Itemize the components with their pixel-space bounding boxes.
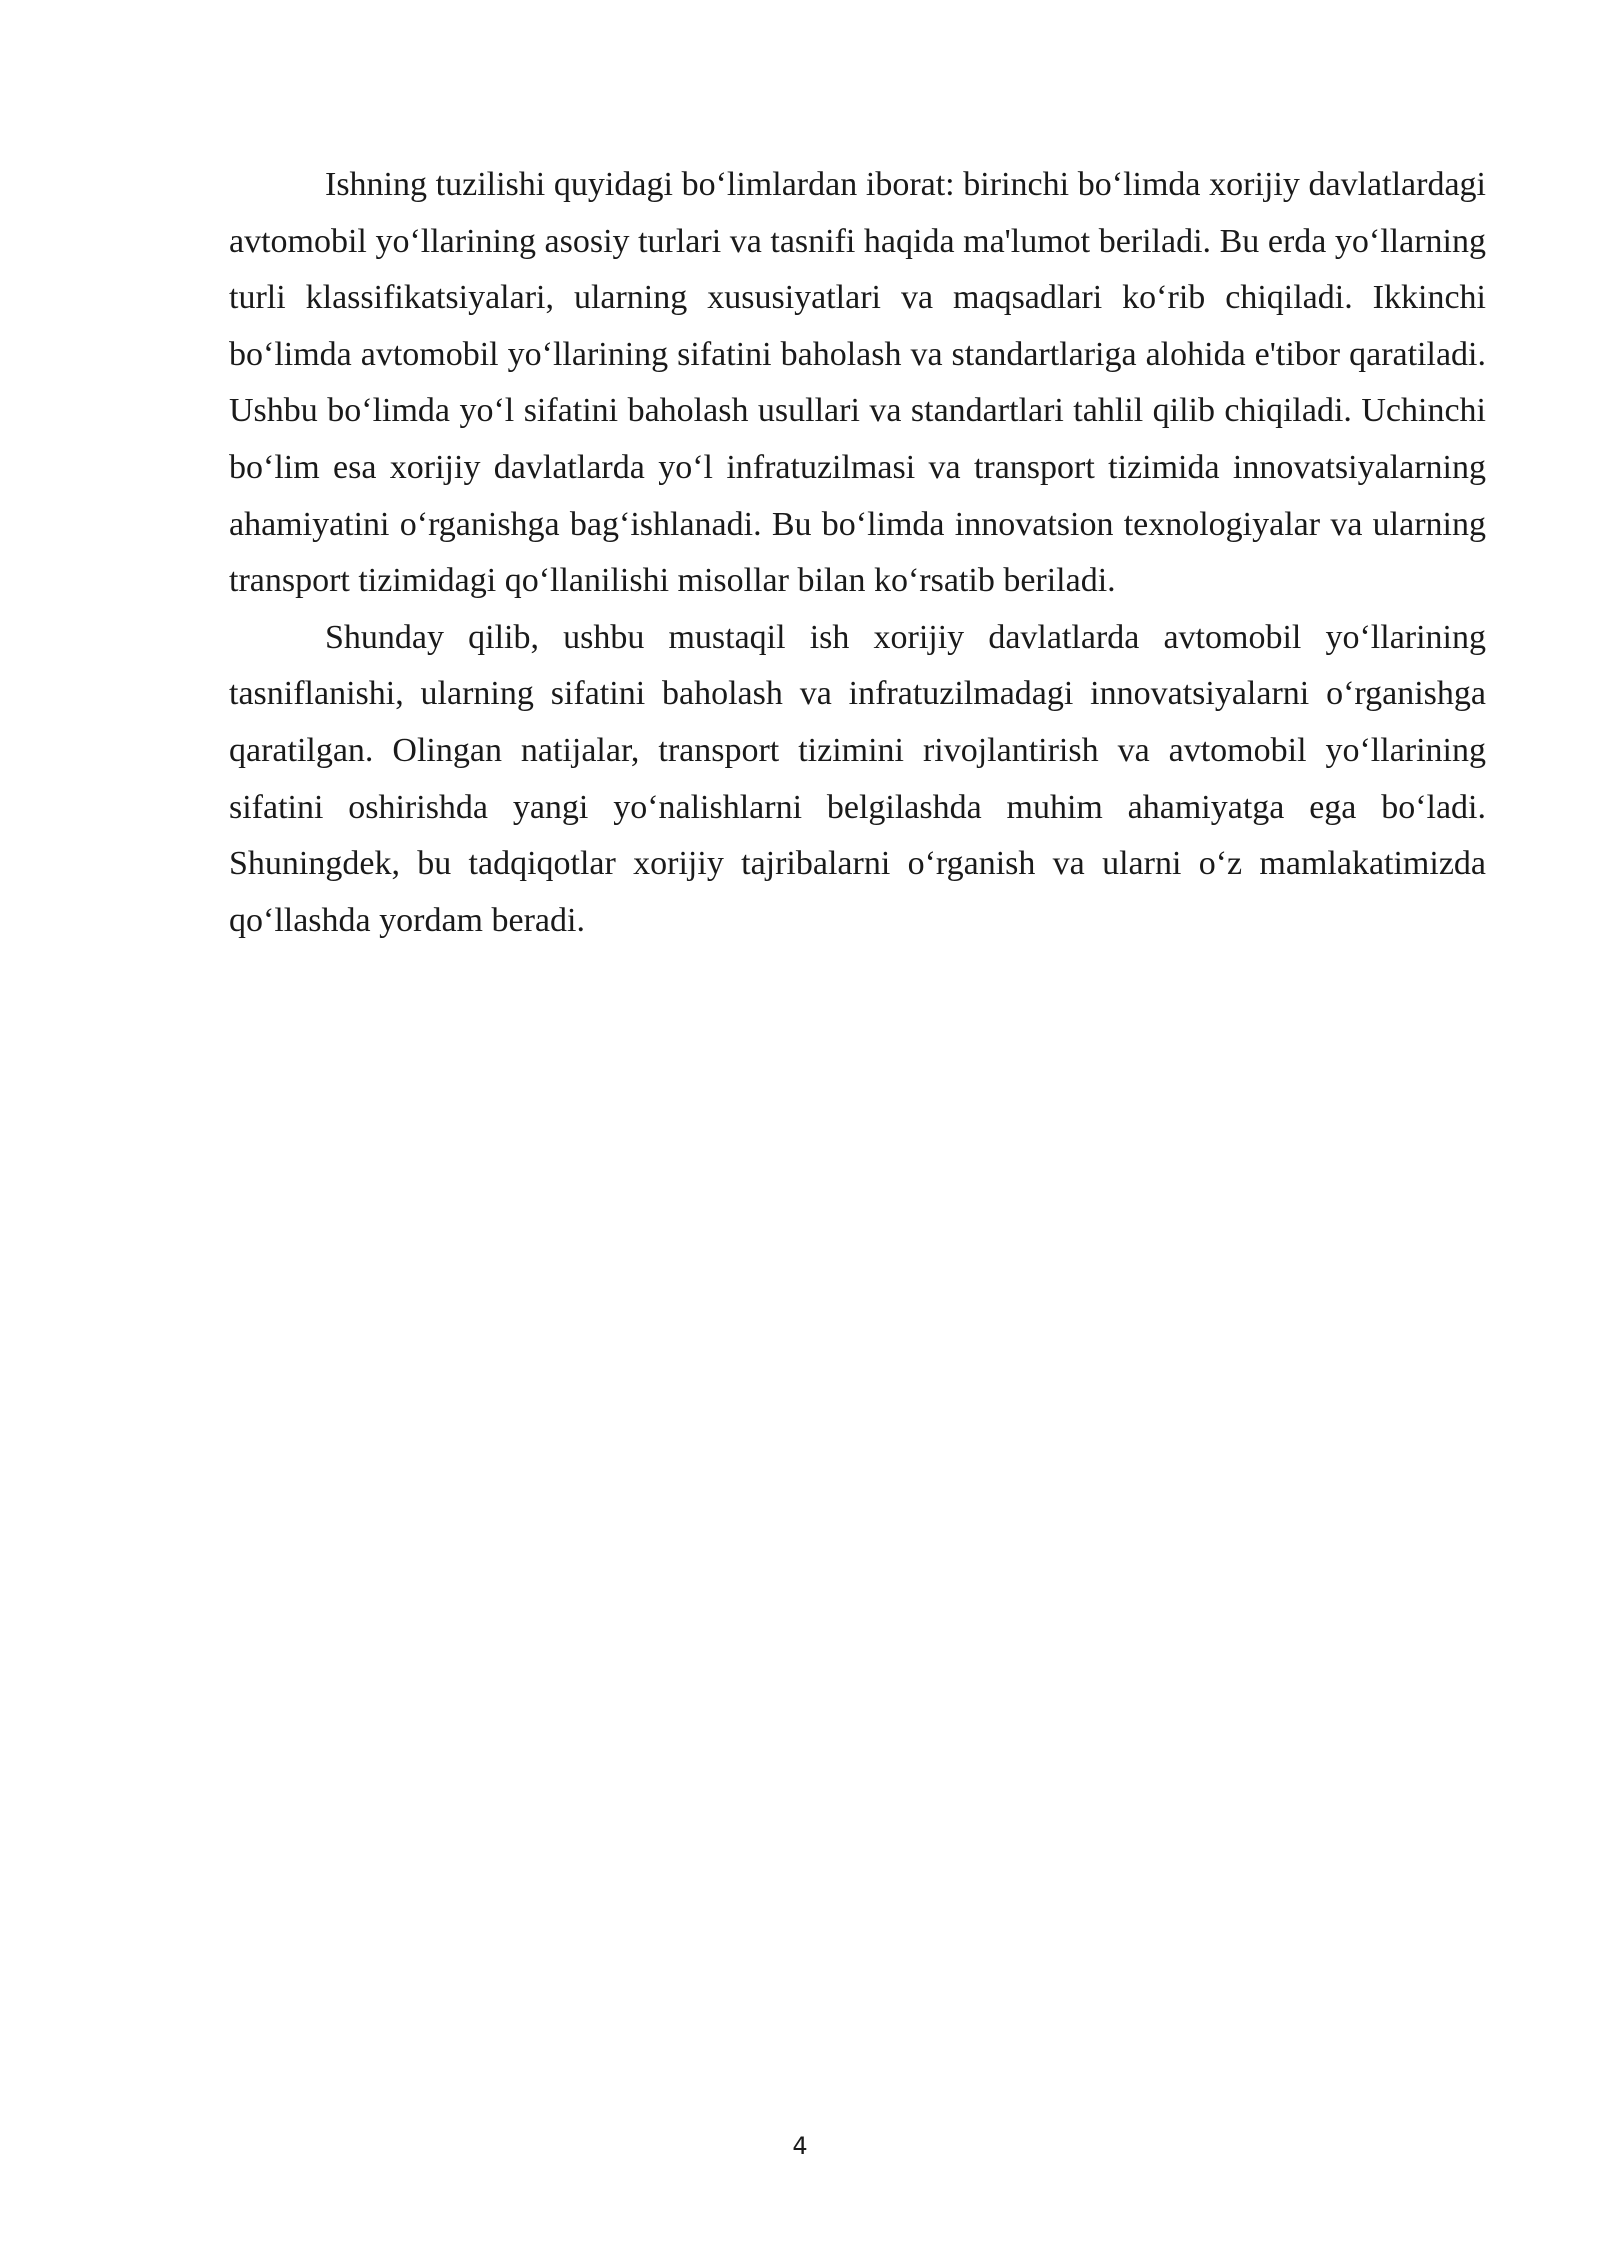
paragraph-structure: Ishning tuzilishi quyidagi bo‘limlardan iborat: birinchi bo‘limda xorijiy davlatlardagi avtomobil yo‘llarining asosiy turlari va tasnifi haqida ma'lumot beriladi. Bu erda yo‘llarning turli klassifikatsiyalari, ularning xususiyatlari va maqsadlari ko‘rib chiqiladi. Ikkinchi bo‘limda avtomobil yo‘llarining sifatini baholash va standartlariga alohida e'tibor qaratiladi. Ushbu bo‘limda yo‘l sifatini baholash usullari va standartlari tahlil qilib chiqiladi. Uchinchi bo‘lim esa xorijiy davlatlarda yo‘l infratuzilmasi va transport tizimida innovatsiyalarning ahamiyatini o‘rganishga bag‘ishlanadi. Bu bo‘limda innovatsion texnologiyalar va ularning transport tizimidagi qo‘llanilishi misollar bilan ko‘rsatib beriladi. xyxy=(229,166,1486,600)
page-number: 4 xyxy=(792,2132,808,2160)
body-text xyxy=(229,157,1486,949)
paragraph-conclusion: Shunday qilib, ushbu mustaqil ish xorijiy davlatlarda avtomobil yo‘llarining tasniflanishi, ularning sifatini baholash va infratuzilmadagi innovatsiyalarni o‘rganishga qaratilgan. Olingan natijalar, transport tizimini rivojlantirish va avtomobil yo‘llarining sifatini oshirishda yangi yo‘nalishlarni belgilashda muhim ahamiyatga ega bo‘ladi. Shuningdek, bu tadqiqotlar xorijiy tajribalarni o‘rganish va ularni o‘z mamlakatimizda qo‘llashda yordam beradi. xyxy=(229,618,1486,939)
